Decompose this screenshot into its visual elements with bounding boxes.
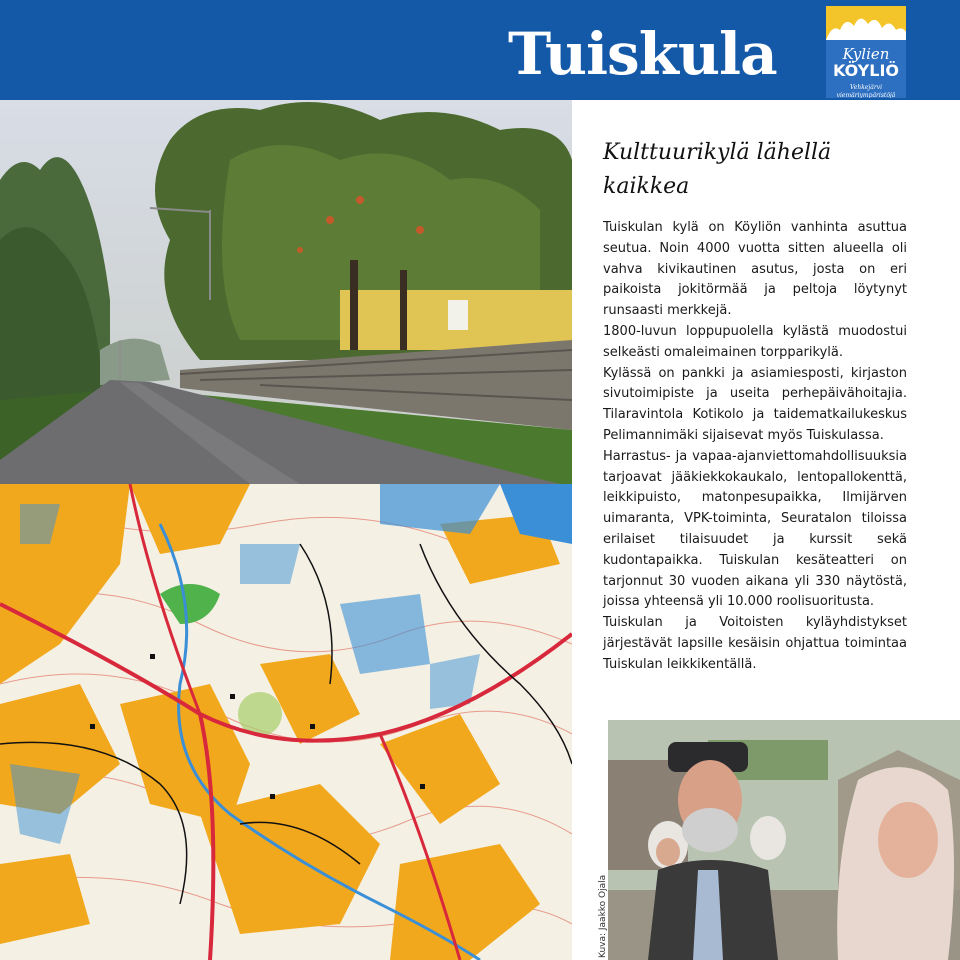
village-map bbox=[0, 484, 572, 960]
paragraph-torppari: 1800-luvun loppupuolella kylästä muodostui selkeästi omaleimainen torpparikylä. bbox=[603, 323, 907, 360]
header-bar bbox=[0, 0, 960, 100]
paragraph-services: Kylässä on pankki ja asiamiesposti, kirjaston sivutoimipiste ja useita perhepäivähoitajia. Tilaravintola Kotikolo ja taidematkailukeskus Pelimannimäki sijaisevat myös Tuiskulassa. bbox=[603, 365, 907, 443]
koylio-logo bbox=[826, 6, 906, 98]
summer-theatre-photo bbox=[608, 720, 960, 960]
paragraph-history: Tuiskulan kylä on Köyliön vanhinta asuttua seutua. Noin 4000 vuotta sitten alueella oli vahva kivikautinen asutus, josta on eri paikoista jokitörmää ja peltoja löytynyt runsaasti merkkejä. bbox=[603, 220, 907, 319]
logo-script-text: Kylien bbox=[842, 45, 890, 63]
logo-name: KÖYLIÖ bbox=[832, 61, 900, 80]
paragraph-associations: Tuiskulan ja Voitoisten kyläyhdistykset järjestävät lapsille kesäisin ohjattua toimintaa Tuiskulan leikkikentällä. bbox=[603, 615, 907, 672]
village-road-photo bbox=[0, 100, 572, 484]
article-body bbox=[603, 218, 907, 676]
page-title: Tuiskula bbox=[508, 20, 777, 88]
paragraph-recreation: Harrastus- ja vapaa-ajanviettomahdollisuuksia tarjoavat jääkiekkokaukalo, lentopallokenttä, leikkipuisto, matonpesupaikka, Ilmijärven uimaranta, VPK-toiminta, Seuratalon tiloissa erilaiset tilaisuudet ja kurssit sekä kudontapaikka. Tuiskulan kesäteatteri on tarjonnut 30 vuoden aikana yli 330 näytöstä, joissa yhteensä yli 10.000 roolisuoritusta. bbox=[603, 448, 907, 610]
article-heading: Kulttuurikylä lähellä kaikkea bbox=[603, 140, 832, 199]
logo-tagline: Vehkejärvi viemäriympäristöjä bbox=[836, 84, 896, 98]
sun-icon bbox=[826, 6, 906, 40]
photo-credit: Kuva: Jaakko Ojala bbox=[598, 874, 608, 958]
